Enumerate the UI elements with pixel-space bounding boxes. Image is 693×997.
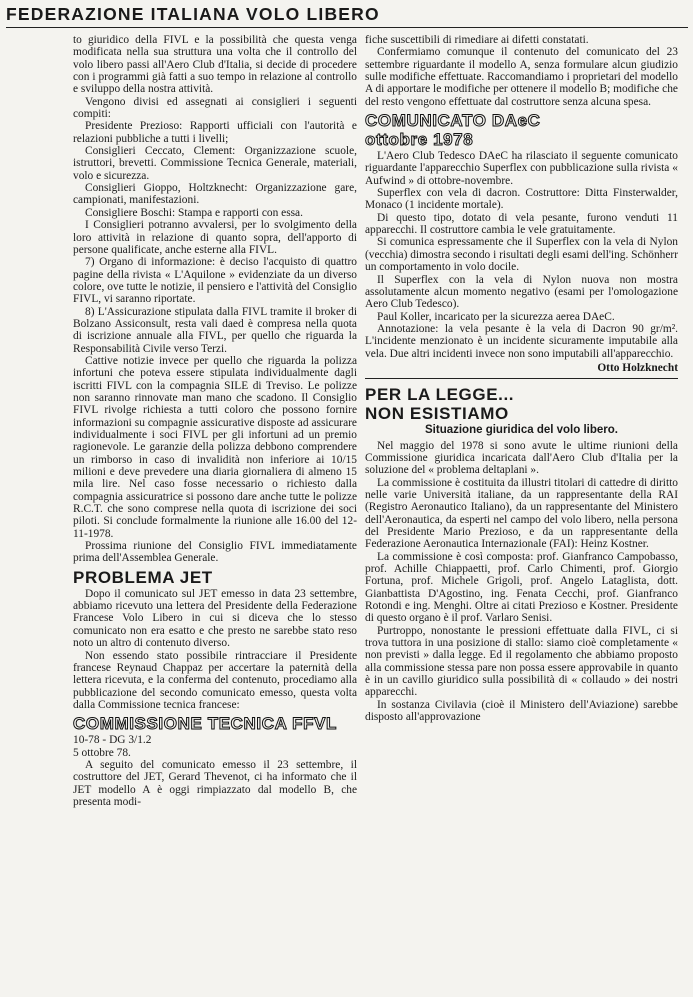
paragraph: I Consiglieri potranno avvalersi, per lo svolgimento della loro attività in relazione di quanto sopra, dell'apporto di persone qualificate, anche esterne alla FIVL. — [73, 219, 357, 256]
page-header: FEDERAZIONE ITALIANA VOLO LIBERO — [6, 4, 688, 28]
paragraph: Purtroppo, nonostante le pressioni effettuate dalla FIVL, ci si trova tuttora in una posizione di stallo: siamo cioè completamente « non previsti » dalla legge. Ed il regolamento che abbiamo proposto alla commissione stessa pare non possa essere approvabile in quanto è in un cavillo giuridico sulla possibilità di « collaudo » dei nostri apparecchi. — [365, 624, 678, 699]
paragraph: La commissione è così composta: prof. Gianfranco Campobasso, prof. Achille Chiappaetti, prof. Carlo Chimenti, prof. Giorgio Fortuna, prof. Michele Grigoli, prof. Angelo Lataglista, dott. Gianbattista D'Agostino, ing. Fenata Cecchi, prof. Gianfranco Rotondi e ing. Menghi. Oltre ai citati Prezioso e Kostner. Presidente di questo organo è il prof. Varlaro Senisi. — [365, 550, 678, 625]
heading-line: COMUNICATO DAeC — [365, 111, 541, 131]
paragraph: Superflex con vela di dacron. Costruttore: Ditta Finsterwalder, Monaco (1 incidente mortale). — [365, 187, 678, 212]
paragraph: Confermiamo comunque il contenuto del comunicato del 23 settembre riguardante il modello A, senza formulare alcun giudizio sulle modifiche effettuate. Raccomandiamo i proprietari del modello A di apportare le modifiche per ottenere il modello B; modifiche che del resto vengono effettuate dal costruttore senza alcuna spesa. — [365, 46, 678, 108]
left-column — [73, 34, 357, 808]
paragraph: A seguito del comunicato emesso il 23 settembre, il costruttore del JET, Gerard Thevenot, ci ha informato che il JET modello A è oggi rimpiazzato dal modello B, che presenta modi- — [73, 758, 357, 808]
paragraph: Cattive notizie invece per quello che riguarda la polizza infortuni che poteva essere stipulata individualmente dagli iscritti FIVL con la compagnia SILE di Treviso. Le polizze non saranno rinnovate man mano che scadono. Il Consiglio FIVL rivolge richiesta a tutti coloro che possono fornire informazioni su compagnie assicurative disposte ad assicurare individualmente i soci FIVL per gli infortuni ad un premio ragionevole. Le garanzie della polizza debbono comprendere un rimborso in caso di invalidità non inferiore ai 10/15 milioni e deve prevedere una diaria giornaliera di almeno 15 mila lire. Nel caso fosse necessario o richiesto dalla compagnia assicuratrice si possono dare anche tutte le polizze R.C.T. che sono comprese nella quota di iscrizione dei soci piloti. Si conclude formalmente la riunione alle 16.00 del 12-11-1978. — [73, 354, 357, 540]
section-heading-commissione: COMMISSIONE TECNICA FFVL — [73, 714, 338, 734]
paragraph: Paul Koller, incaricato per la sicurezza aerea DAeC. — [377, 310, 615, 323]
date-line: 5 ottobre 78. — [73, 746, 131, 759]
heading-line: PER LA LEGGE... — [365, 385, 515, 405]
paragraph: fiche suscettibili di rimediare ai difetti constatati. — [365, 34, 589, 46]
right-column — [365, 34, 678, 724]
paragraph: to giuridico della FIVL e la possibilità che questa venga modificata nella sua struttura una volta che il controllo del volo libero passi all'Aero Club d'Italia, si decide di procedere con i programmi già fatti a suo tempo in relazione al controllo e sviluppo della nostra attività. — [73, 34, 357, 96]
paragraph: La commissione è costituita da illustri titolari di cattedre di diritto nelle varie Università italiane, da un rappresentante della RAI (Registro Aeronautico Italiano), da un rappresentante del Ministero dell'Aeronautica, da esperti nel campo del volo libero, nella persona del Presidente Mario Prezioso, e da un rappresentante della Federazione Aeronautica Internazionale (FAI): Heinz Kostner. — [365, 476, 678, 551]
paragraph: Vengono divisi ed assegnati ai consiglieri i seguenti compiti: — [73, 95, 357, 121]
paragraph: Di questo tipo, dotato di vela pesante, furono venduti 11 apparecchi. Il costruttore cambia le vele gratuitamente. — [365, 211, 678, 237]
paragraph: Consiglieri Ceccato, Clement: Organizzazione scuole, istruttori, brevetti. Commissione Tecnica Generale, materiali, volo e sicurezza. — [73, 145, 357, 182]
paragraph: Non essendo stato possibile rintracciare il Presidente francese Reynaud Chappaz per accertare la paternità della lettera ricevuta, e la conferma del contenuto, procediamo alla pubblicazione del secondo comunicato emesso, questa volta dalla Commissione tecnica francese: — [73, 649, 357, 711]
section-heading-daec — [365, 111, 678, 149]
subheading: Situazione giuridica del volo libero. — [425, 424, 618, 437]
paragraph: Consigliere Boschi: Stampa e rapporti con essa. — [85, 206, 303, 219]
paragraph: Dopo il comunicato sul JET emesso in data 23 settembre, abbiamo ricevuto una lettera del Presidente della Federazione Francese Volo Libero in cui si diceva che lo stesso comunicato non era esatto e che presto ne sarebbe stato reso noto un altro di contenuto diverso. — [73, 587, 357, 650]
paragraph: In sostanza Civilavia (cioè il Ministero dell'Aviazione) sarebbe disposto all'approvazione — [365, 698, 678, 724]
reference-line: 10-78 - DG 3/1.2 — [73, 734, 152, 747]
section-heading-jet: PROBLEMA JET — [73, 567, 213, 587]
paragraph: Presidente Prezioso: Rapporti ufficiali con l'autorità e relazioni pubbliche a tutti i livelli; — [73, 120, 357, 145]
signature: Otto Holzknecht — [597, 361, 678, 374]
paragraph: 7) Organo di informazione: è deciso l'acquisto di quattro pagine della rivista « L'Aquilone » evidenziate da un diverso colore, ove tutte le notizie, il pensiero e l'attività del Consiglio FIVL, vi saranno riportate. — [73, 256, 357, 306]
paragraph: Annotazione: la vela pesante è la vela di Dacron 90 gr/m². L'incidente menzionato è un incidente sicuramente imputabile alla vela. Due altri incidenti invece non sono imputabili all'apparecchio. — [365, 322, 678, 360]
divider — [365, 378, 678, 379]
heading-line: ottobre 1978 — [365, 130, 474, 150]
heading-line: NON ESISTIAMO — [365, 404, 509, 424]
paragraph: Il Superflex con la vela di Nylon nuova non mostra assolutamente alcun momento negativo (esami per l'omologazione Aero Club Tedesco). — [365, 273, 678, 311]
paragraph: Nel maggio del 1978 si sono avute le ultime riunioni della Commissione giuridica incaricata dall'Aero Club d'Italia per la soluzione del « problema deltaplani ». — [365, 439, 678, 477]
paragraph: Consiglieri Gioppo, Holtzknecht: Organizzazione gare, campionati, manifestazioni. — [73, 182, 357, 207]
paragraph: L'Aero Club Tedesco DAeC ha rilasciato il seguente comunicato riguardante l'apparecchio Superflex con pubblicazione sulla rivista « Aufwind » di ottobre-novembre. — [365, 150, 678, 187]
paragraph: Si comunica espressamente che il Superflex con la vela di Nylon (vecchia) dimostra secondo i risultati degli esami dell'ing. Schönherr un comportamento in volo docile. — [365, 236, 678, 274]
section-heading-legge — [365, 385, 678, 423]
paragraph: Prossima riunione del Consiglio FIVL immediatamente prima dell'Assemblea Generale. — [73, 540, 357, 565]
paragraph: 8) L'Assicurazione stipulata dalla FIVL tramite il broker di Bolzano Assiconsult, resta vali daed è compresa nella quota di iscrizione annuale alla FIVL, per quello che riguarda la Responsabilità Civile verso Terzi. — [73, 305, 357, 355]
